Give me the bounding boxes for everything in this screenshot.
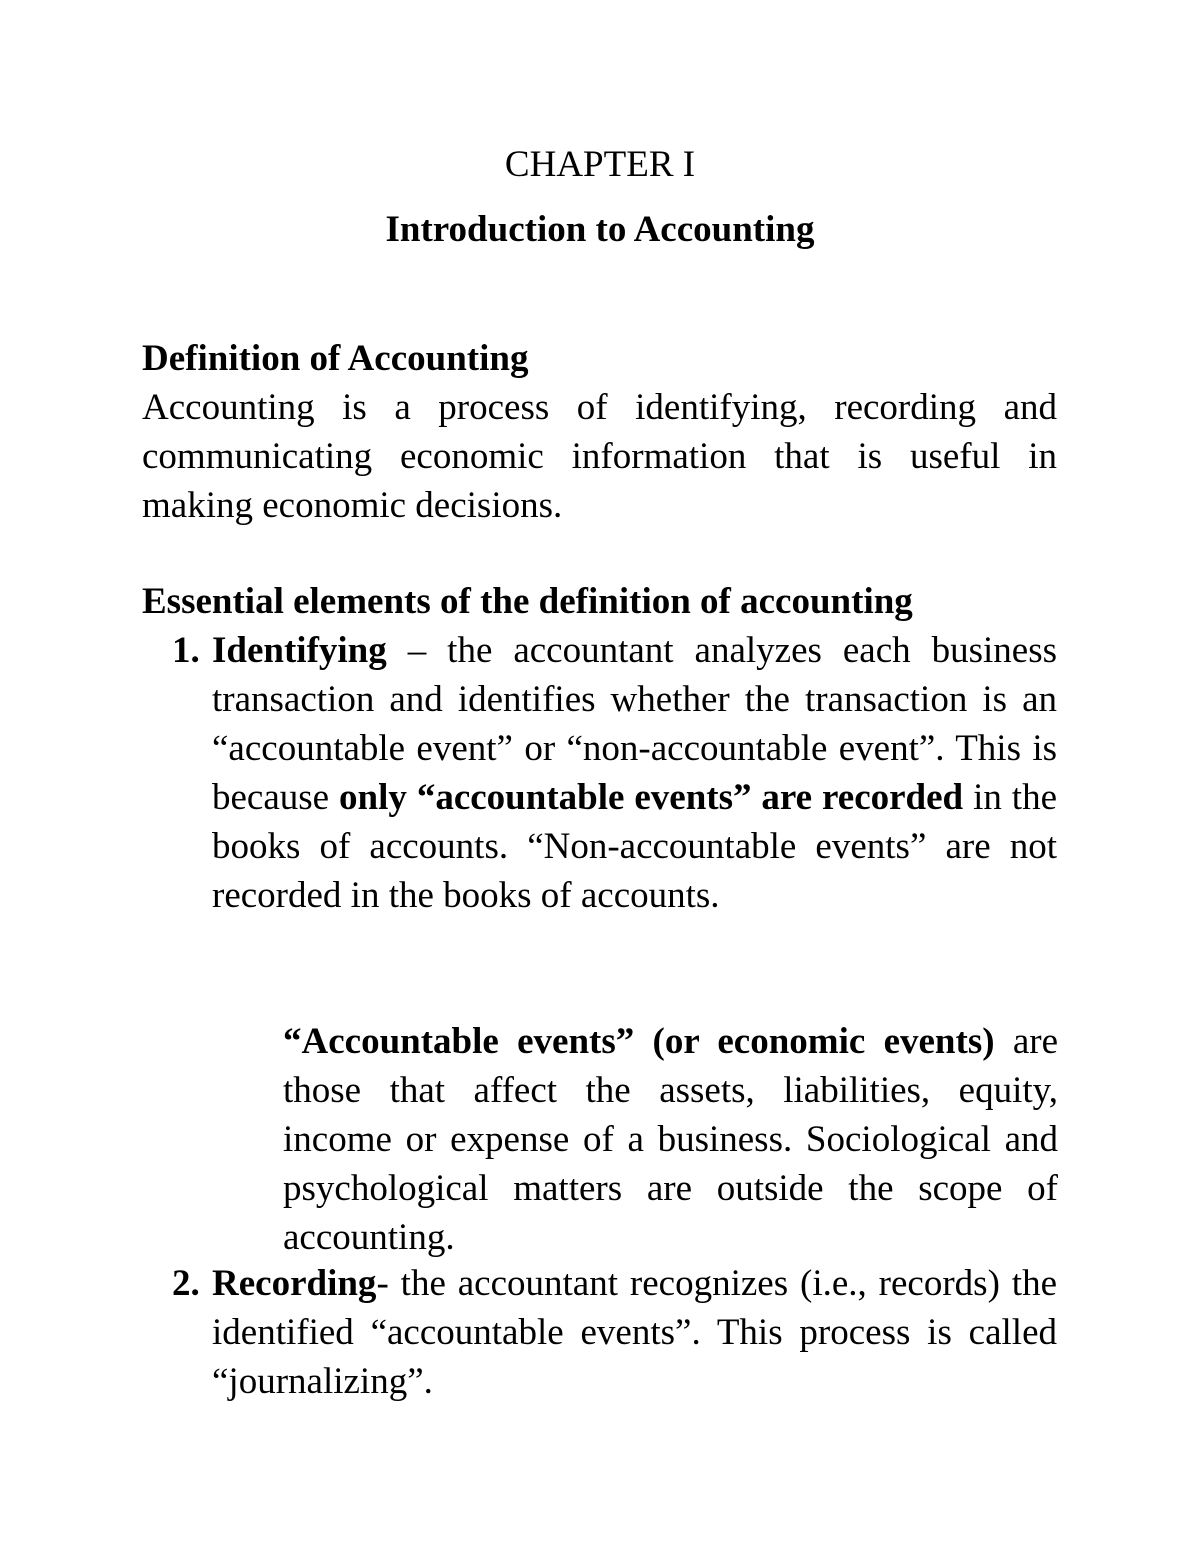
list-number: 2. <box>172 1263 200 1304</box>
list-item-recording <box>142 1259 1057 1406</box>
accountable-events-text: are those that affect the assets, liabilities, equity, income or expense of a business. Sociological and psychological matters are outside the scope of accounting. <box>283 1021 1059 1258</box>
accountable-events-note <box>283 1017 1058 1262</box>
accountable-events-term: “Accountable events” (or economic events) <box>283 1021 995 1062</box>
definition-heading: Definition of Accounting <box>142 338 529 379</box>
elements-list-part2 <box>142 1259 1057 1406</box>
term-recording: Recording <box>212 1263 377 1304</box>
list-number: 1. <box>172 630 200 671</box>
definition-paragraph: Accounting is a process of identifying, recording and communicating economic information that is useful in making economic decisions. <box>142 387 1057 526</box>
elements-heading: Essential elements of the definition of accounting <box>142 581 913 622</box>
elements-list-part1 <box>142 626 1057 920</box>
identifying-text-a: – the accountant analyzes each business transaction and identifies whether the transaction is an “accountable event” or “non-accountable event”. This is because <box>212 630 1057 818</box>
identifying-emphasis: only “accountable events” are recorded <box>339 777 964 818</box>
chapter-number: CHAPTER I <box>504 144 696 185</box>
term-identifying: Identifying <box>212 630 387 671</box>
recording-text: - the accountant recognizes (i.e., records) the identified “accountable events”. This process is called “journalizing”. <box>212 1263 1057 1402</box>
list-item-identifying <box>142 626 1057 920</box>
chapter-title: Introduction to Accounting <box>385 209 815 250</box>
identifying-text-c: in the books of accounts. “Non-accountable events” are not recorded in the books of accounts. <box>212 777 1057 916</box>
